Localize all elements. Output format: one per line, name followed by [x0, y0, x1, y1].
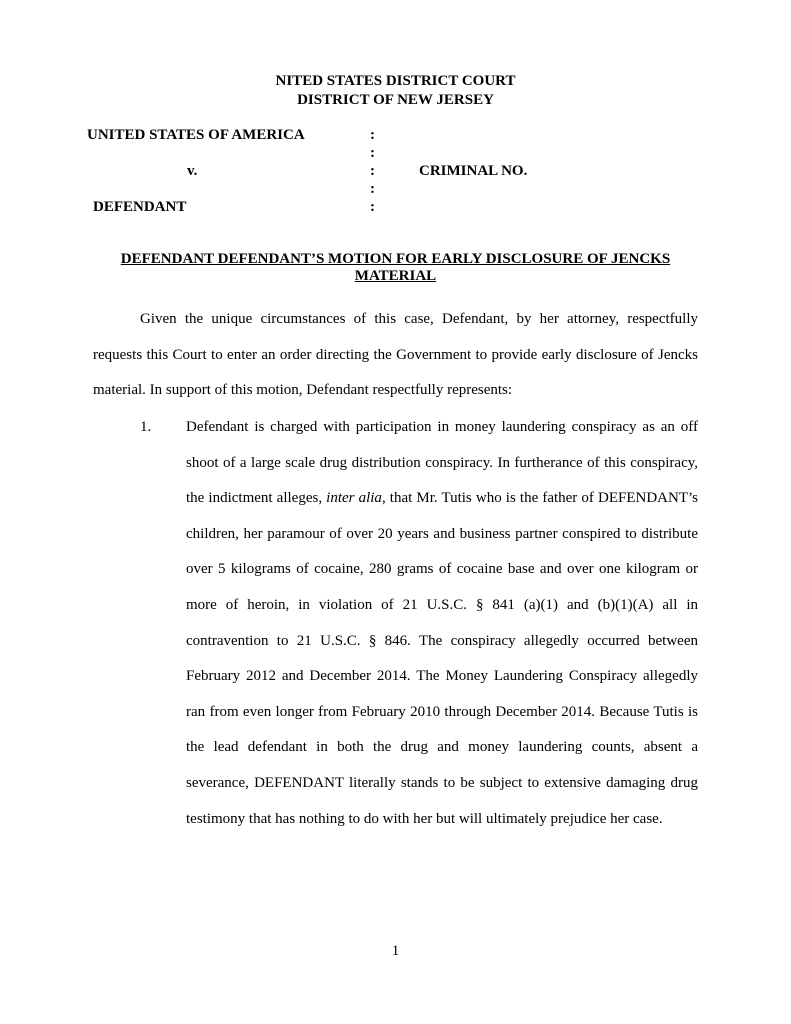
court-district: DISTRICT OF NEW JERSEY — [297, 92, 494, 108]
item-text-part: , that Mr. Tutis who is the father of DEFENDANT’s children, her paramour of over 20 years and business partner conspired to distribute over 5 kilograms of cocaine, 280 grams of cocaine base and over one kilogram or more of heroin, in violation of 21 U.S.C. § 841 (a)(1) and (b)(1)(A) all in contravention to 21 U.S.C. § 846. The conspiracy allegedly occurred between February 2012 and December 2014. The Money Laundering Conspiracy allegedly ran from even longer from February 2010 through December 2014. Because Tutis is the lead defendant in both the drug and money laundering counts, absent a severance, DEFENDANT literally stands to be subject to extensive damaging drug testimony that has nothing to do with her but will ultimately prejudice her case. — [186, 490, 698, 827]
motion-title: DEFENDANT DEFENDANT’S MOTION FOR EARLY DISCLOSURE OF JENCKS MATERIAL — [120, 251, 671, 284]
caption-divider-colon: : — [370, 145, 375, 161]
list-item-number: 1. — [140, 419, 152, 435]
item-text-part: Defendant is charged with participation in money laundering conspiracy as an off shoot of a large scale drug distribution conspiracy. In furtherance of this conspiracy, the indictment alleges, — [186, 419, 698, 507]
list-item-text — [186, 410, 698, 837]
court-name: NITED STATES DISTRICT COURT — [275, 73, 516, 89]
item-italic-phrase: inter alia — [326, 490, 382, 507]
caption-divider-colon: : — [370, 163, 375, 179]
caption-divider-colon: : — [370, 181, 375, 197]
page-number: 1 — [391, 943, 400, 959]
caption-divider-colon: : — [370, 199, 375, 215]
caption-divider-colon: : — [370, 127, 375, 143]
intro-paragraph: Given the unique circumstances of this case, Defendant, by her attorney, respectfully requests this Court to enter an order directing the Government to provide early disclosure of Jencks material. In support of this motion, Defendant respectfully represents: — [93, 311, 698, 399]
caption-versus: v. — [187, 163, 198, 179]
caption-case-number: CRIMINAL NO. — [419, 163, 528, 179]
caption-plaintiff: UNITED STATES OF AMERICA — [87, 127, 305, 143]
caption-defendant: DEFENDANT — [93, 199, 187, 215]
